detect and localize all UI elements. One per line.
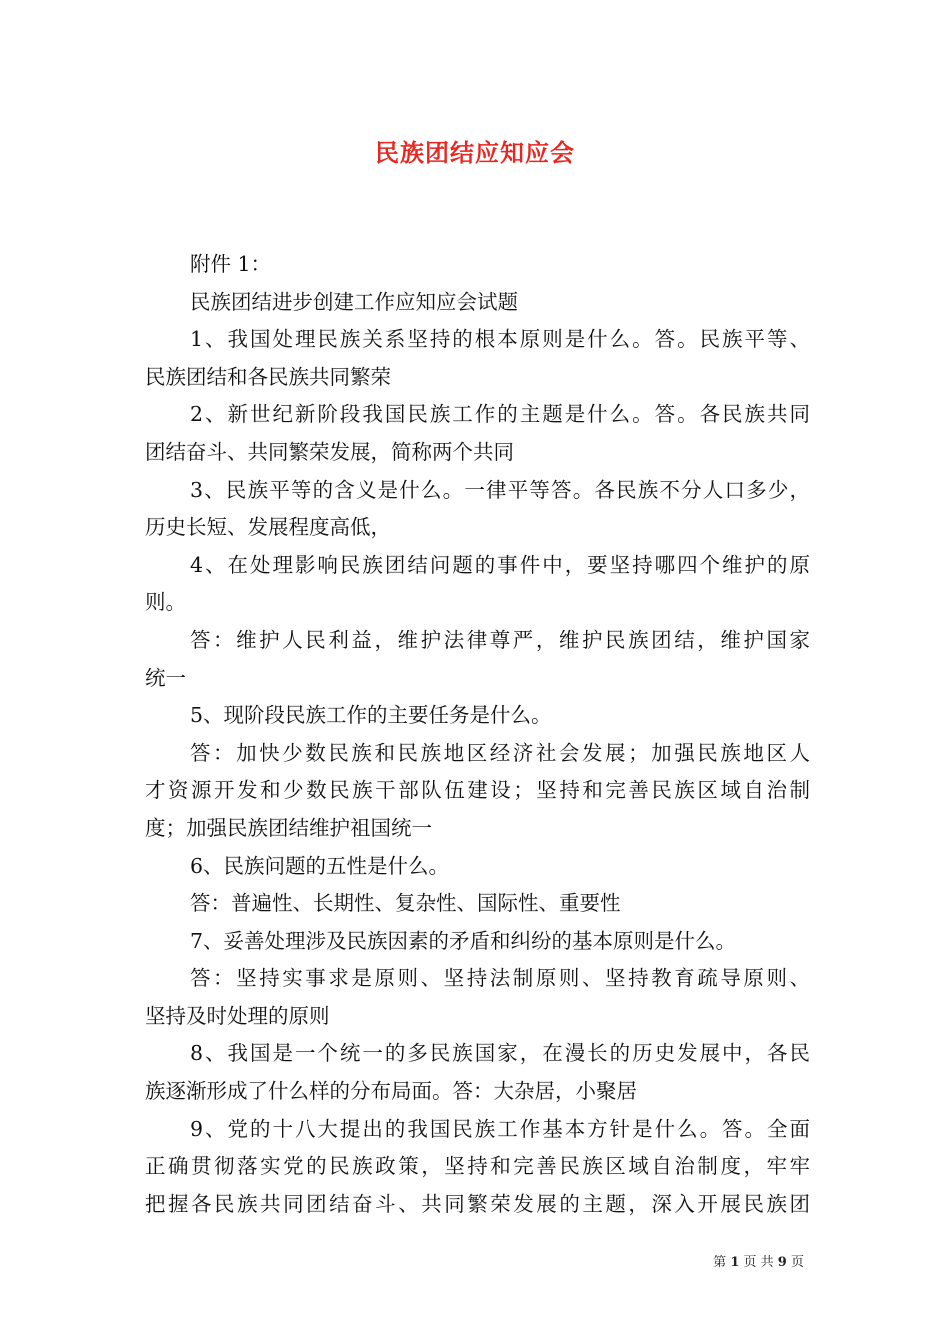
text-line: 则。	[145, 590, 186, 615]
text-line: 坚持及时处理的原则	[145, 1003, 330, 1028]
text-line: 答：维护人民利益，维护法律尊严，维护民族团结，维护国家	[190, 627, 810, 652]
text-line: 附件 1：	[190, 252, 272, 276]
document-body	[145, 246, 810, 1223]
text-line: 民族团结进步创建工作应知应会试题	[190, 289, 518, 314]
text-line: 2、新世纪新阶段我国民族工作的主题是什么。答。各民族共同	[190, 402, 810, 427]
text-line: 8、我国是一个统一的多民族国家，在漫长的历史发展中，各民	[190, 1041, 810, 1066]
text-line: 统一	[145, 665, 186, 690]
text-line: 答：坚持实事求是原则、坚持法制原则、坚持教育疏导原则、	[190, 966, 810, 991]
text-line: 民族团结和各民族共同繁荣	[145, 364, 391, 389]
text-line: 正确贯彻落实党的民族政策，坚持和完善民族区域自治制度，牢牢	[145, 1154, 810, 1179]
text-line: 历史长短、发展程度高低，	[145, 515, 391, 540]
text-line: 答：普遍性、长期性、复杂性、国际性、重要性	[190, 891, 621, 916]
document-title: 民族团结应知应会	[375, 138, 575, 167]
text-line: 把握各民族共同团结奋斗、共同繁荣发展的主题，深入开展民族团	[145, 1191, 810, 1216]
footer-total-pages: 9	[777, 1255, 787, 1270]
footer-prefix: 第	[713, 1255, 727, 1270]
text-line: 6、民族问题的五性是什么。	[190, 853, 450, 878]
footer-suffix: 页	[790, 1255, 804, 1270]
text-line: 5、现阶段民族工作的主要任务是什么。	[190, 703, 552, 728]
text-line: 度；加强民族团结维护祖国统一	[145, 815, 432, 840]
text-line: 团结奋斗、共同繁荣发展，简称两个共同	[145, 439, 514, 464]
text-line: 7、妥善处理涉及民族因素的矛盾和纠纷的基本原则是什么。	[190, 928, 737, 953]
footer-middle: 页 共	[743, 1255, 774, 1270]
page-footer	[713, 1251, 804, 1270]
text-line: 3、民族平等的含义是什么。一律平等答。各民族不分人口多少，	[190, 477, 810, 502]
text-line: 9、党的十八大提出的我国民族工作基本方针是什么。答。全面	[190, 1116, 810, 1141]
text-line: 才资源开发和少数民族干部队伍建设；坚持和完善民族区域自治制	[145, 778, 810, 803]
text-line: 答：加快少数民族和民族地区经济社会发展；加强民族地区人	[190, 740, 810, 765]
text-line: 1、我国处理民族关系坚持的根本原则是什么。答。民族平等、	[190, 327, 810, 352]
text-line: 族逐渐形成了什么样的分布局面。答：大杂居，小聚居	[145, 1079, 637, 1104]
text-line: 4、在处理影响民族团结问题的事件中，要坚持哪四个维护的原	[190, 552, 810, 577]
footer-page-number: 1	[730, 1255, 740, 1270]
